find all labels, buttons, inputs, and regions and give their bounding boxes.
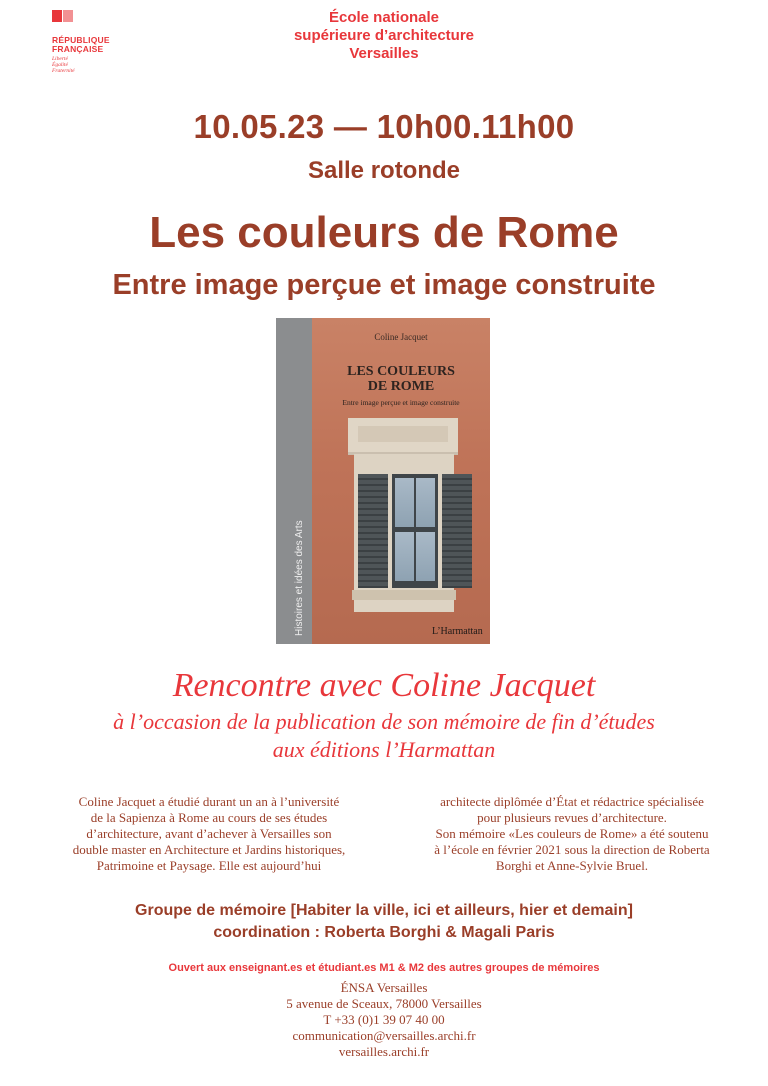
bio-line: pour plusieurs revues d’architecture. bbox=[477, 810, 667, 825]
bio-line: d’architecture, avant d’achever à Versailles son bbox=[86, 826, 332, 841]
bio-left-column bbox=[30, 794, 388, 874]
bio-line: Borghi et Anne-Sylvie Bruel. bbox=[495, 858, 649, 873]
bio-line: Son mémoire «Les couleurs de Rome» a été soutenu bbox=[435, 826, 709, 841]
event-subtitle: Entre image perçue et image construite bbox=[112, 269, 656, 301]
meeting-line2: à l’occasion de la publication de son mémoire de fin d’études bbox=[113, 709, 655, 734]
logo-name-line1: RÉPUBLIQUE bbox=[52, 35, 110, 45]
bio-line: à l’école en février 2021 sous la direction de Roberta bbox=[434, 842, 710, 857]
bio-line: Coline Jacquet a étudié durant un an à l’université bbox=[78, 794, 340, 809]
book-spine bbox=[276, 318, 312, 644]
school-line3: Versailles bbox=[349, 45, 419, 62]
book-cover-art bbox=[312, 318, 490, 644]
motto-egalite: Égalité bbox=[52, 62, 68, 68]
event-room: Salle rotonde bbox=[307, 157, 461, 184]
address-school: ÉNSA Versailles bbox=[340, 980, 428, 995]
window-pane bbox=[416, 478, 435, 527]
book-author: Coline Jacquet bbox=[374, 332, 428, 342]
motto-liberte: Liberté bbox=[52, 56, 68, 62]
bio-line: architecte diplômée d’État et rédactrice spécialisée bbox=[440, 794, 704, 809]
window-pane bbox=[395, 478, 414, 527]
school-line1: École nationale bbox=[328, 9, 440, 26]
address-phone: T +33 (0)1 39 07 40 00 bbox=[323, 1012, 445, 1027]
bio-line: Patrimoine et Paysage. Elle est aujourd’hui bbox=[96, 858, 322, 873]
address-email[interactable]: communication@versailles.archi.fr bbox=[292, 1028, 476, 1043]
event-title: Les couleurs de Rome bbox=[149, 208, 619, 257]
window-glass bbox=[392, 474, 438, 588]
group-coordination: coordination : Roberta Borghi & Magali Paris bbox=[213, 924, 555, 941]
meeting-headline: Rencontre avec Coline Jacquet bbox=[172, 667, 596, 704]
logo-name-line2: FRANÇAISE bbox=[52, 44, 104, 54]
book-title bbox=[312, 364, 490, 394]
window-sill bbox=[352, 590, 456, 600]
right-shutter bbox=[442, 474, 472, 588]
book-subtitle: Entre image perçue et image construite bbox=[342, 398, 460, 407]
meeting-line3: aux éditions l’Harmattan bbox=[272, 737, 496, 762]
school-line2: supérieure d’architecture bbox=[293, 27, 475, 44]
memoire-group bbox=[0, 900, 768, 944]
bio-right-column bbox=[378, 794, 766, 874]
book-title-line1: LES COULEURS bbox=[347, 364, 455, 379]
left-shutter bbox=[358, 474, 388, 588]
window-pediment-inner bbox=[358, 426, 448, 442]
address-website[interactable]: versailles.archi.fr bbox=[338, 1044, 430, 1059]
meeting-occasion bbox=[0, 708, 768, 764]
window-pane bbox=[416, 532, 435, 581]
group-name: Groupe de mémoire [Habiter la ville, ici et ailleurs, hier et demain] bbox=[135, 902, 633, 919]
contact-address bbox=[0, 980, 768, 1060]
bio-line: de la Sapienza à Rome au cours de ses études bbox=[90, 810, 328, 825]
bio-line: double master en Architecture et Jardins historiques, bbox=[72, 842, 346, 857]
event-datetime: 10.05.23 — 10h00.11h00 bbox=[193, 108, 575, 145]
book-publisher: L’Harmattan bbox=[432, 626, 483, 637]
school-name bbox=[0, 9, 768, 63]
motto-fraternite: Fraternité bbox=[52, 68, 75, 74]
address-street: 5 avenue de Sceaux, 78000 Versailles bbox=[286, 996, 482, 1011]
window-pane bbox=[395, 532, 414, 581]
book-cover bbox=[276, 318, 490, 644]
book-series: Histoires et idées des Arts bbox=[294, 520, 305, 636]
open-to-notice: Ouvert aux enseignant.es et étudiant.es M1 & M2 des autres groupes de mémoires bbox=[168, 962, 600, 974]
book-title-line2: DE ROME bbox=[367, 379, 435, 394]
